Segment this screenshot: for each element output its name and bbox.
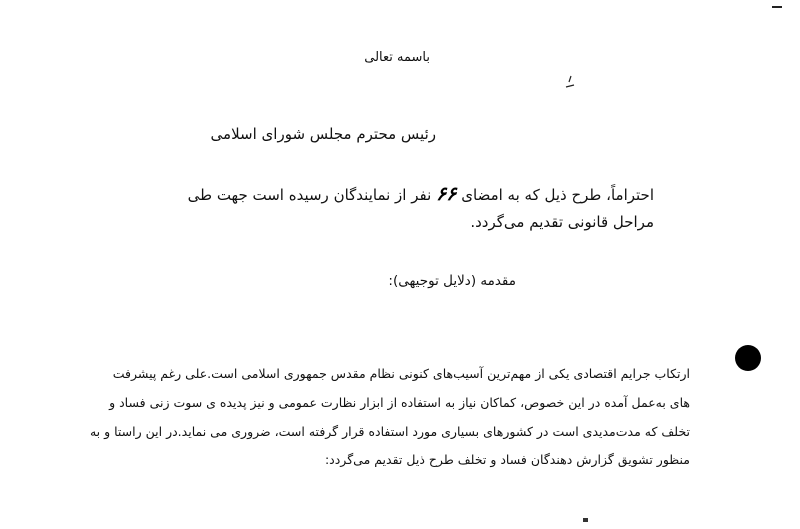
signature-count: ۶۶ [436, 183, 457, 205]
body-line: ارتکاب جرایم اقتصادی یکی از مهم‌ترین آسیب‌های کنونی نظام مقدس جمهوری اسلامی است.علی رغم پیشرفت [112, 366, 690, 381]
pen-mark [562, 74, 578, 92]
scan-mark [772, 6, 782, 8]
section-title: مقدمه (دلایل توجیهی): [388, 273, 516, 289]
body-line: های به‌عمل آمده در این خصوص، کماکان نیاز به استفاده از ابزار نظارت عمومی و نیز پدیده ی سوت زنی فساد و [109, 395, 690, 410]
intro-line-2: مراحل قانونی تقدیم می‌گردد. [470, 213, 654, 231]
intro-text-part-1: احتراماً، طرح ذیل که به امضای [461, 186, 654, 204]
body-line: تخلف که مدت‌مدیدی است در کشورهای بسیاری مورد استفاده قرار گرفته است، ضروری می نماید.در این راستا و به [89, 424, 690, 439]
body-line: منظور تشویق گزارش دهندگان فساد و تخلف طرح ذیل تقدیم می‌گردد: [324, 452, 690, 467]
bullet-dot [735, 345, 761, 371]
letter-heading: باسمه تعالی [364, 50, 430, 65]
scan-mark [583, 518, 588, 522]
addressee-line: رئیس محترم مجلس شورای اسلامی [210, 125, 436, 143]
intro-text-part-2: نفر از نمایندگان رسیده است جهت طی [187, 186, 432, 204]
intro-line-1 [188, 183, 654, 205]
